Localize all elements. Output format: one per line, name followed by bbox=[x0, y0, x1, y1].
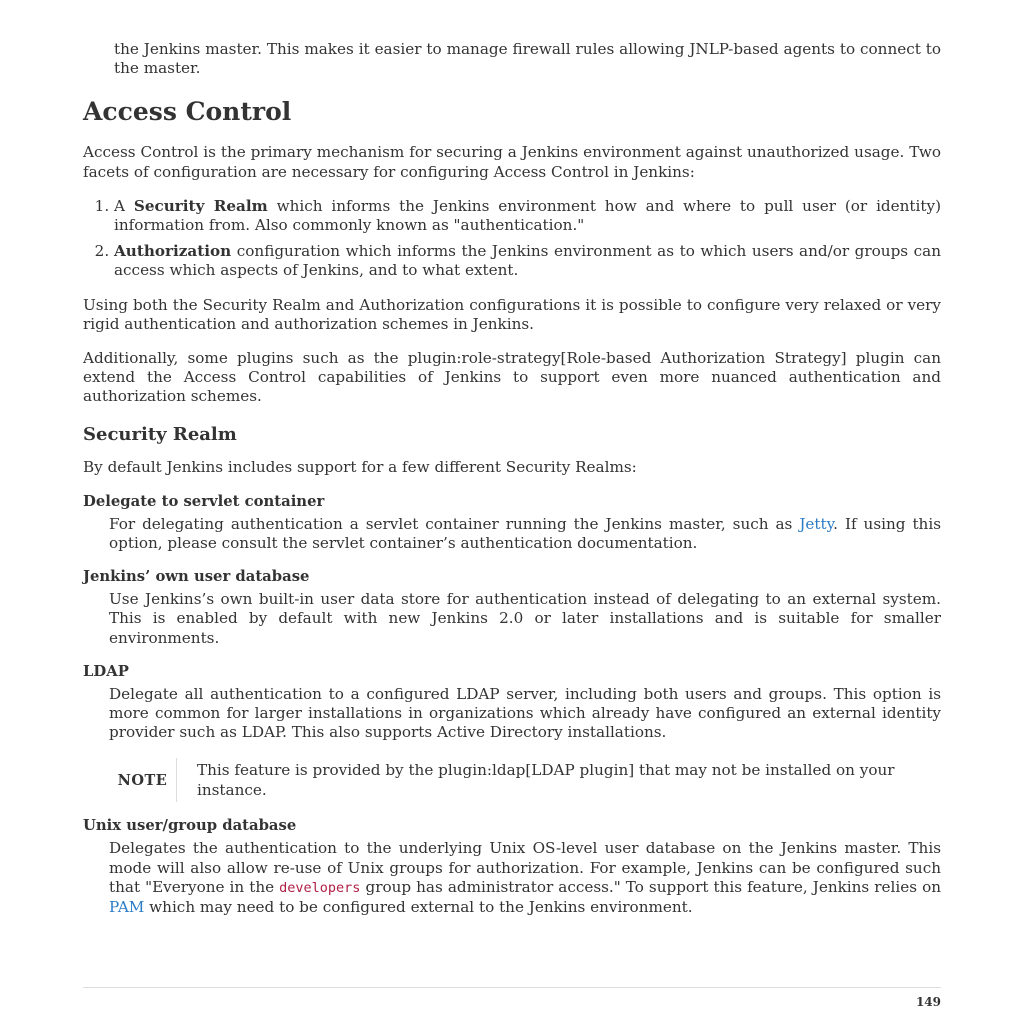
term-unix-database: Unix user/group database bbox=[83, 817, 297, 835]
desc-text: . If using this option, please consult the servlet container’s authentication documentation. bbox=[109, 514, 941, 553]
footer-divider bbox=[83, 987, 941, 988]
access-control-list bbox=[83, 197, 941, 281]
continued-paragraph: the Jenkins master. This makes it easier to manage firewall rules allowing JNLP-based agents to connect to the master. bbox=[114, 40, 941, 78]
list-item-security-realm bbox=[114, 197, 941, 235]
access-control-paragraph-2: Using both the Security Realm and Authorization configurations it is possible to configure very relaxed or very rigid authentication and authorization schemes in Jenkins. bbox=[83, 295, 941, 333]
term-authorization: Authorization bbox=[114, 242, 232, 261]
list-item-prefix: A bbox=[114, 196, 134, 215]
list-item-text: configuration which informs the Jenkins environment as to which users and/or groups can access which aspects of Jenkins, and to what extent. bbox=[114, 242, 941, 280]
desc-text: which may need to be configured external to the Jenkins environment. bbox=[144, 898, 693, 917]
term-ldap: LDAP bbox=[83, 662, 129, 680]
desc-text: group has administrator access." To support this feature, Jenkins relies on bbox=[360, 877, 941, 896]
access-control-paragraph-3: Additionally, some plugins such as the plugin:role-strategy[Role-based Authorization Strategy] plugin can extend the Access Control capabilities of Jenkins to support even more nuanced authentication and authorization schemes. bbox=[83, 349, 941, 406]
desc-text: For delegating authentication a servlet container running the Jenkins master, such as bbox=[109, 514, 800, 533]
security-realm-list bbox=[83, 492, 941, 917]
term-servlet-container: Delegate to servlet container bbox=[83, 492, 325, 510]
desc-unix-database bbox=[109, 839, 941, 917]
desc-ldap: Delegate all authentication to a configured LDAP server, including both users and groups. This option is more common for larger installations in organizations which already have configured an external identity provider such as LDAP. This also supports Active Directory installations. bbox=[109, 684, 941, 742]
note-label: NOTE bbox=[109, 758, 177, 802]
desc-servlet-container bbox=[109, 515, 941, 553]
security-realm-intro: By default Jenkins includes support for a few different Security Realms: bbox=[83, 457, 637, 476]
list-item-authorization bbox=[114, 242, 941, 280]
desc-own-user-database: Use Jenkins’s own built-in user data store for authentication instead of delegating to an external system. This is enabled by default with new Jenkins 2.0 or later installations and is suitable for smaller environments. bbox=[109, 590, 941, 647]
note-text: This feature is provided by the plugin:ldap[LDAP plugin] that may not be installed on your instance. bbox=[197, 761, 895, 799]
note-admonition bbox=[109, 758, 941, 802]
inline-code-developers: developers bbox=[279, 879, 361, 896]
pam-link[interactable]: PAM bbox=[109, 898, 145, 917]
page-number: 149 bbox=[915, 995, 941, 1009]
page-content bbox=[83, 40, 941, 917]
access-control-intro: Access Control is the primary mechanism for securing a Jenkins environment against unauthorized usage. Two facets of configuration are necessary for configuring Access Control in Jenkins: bbox=[83, 143, 941, 181]
jetty-link[interactable]: Jetty bbox=[799, 514, 834, 533]
term-security-realm: Security Realm bbox=[133, 196, 268, 215]
term-own-user-database: Jenkins’ own user database bbox=[83, 568, 310, 586]
list-item-text: which informs the Jenkins environment how and where to pull user (or identity) information from. Also commonly known as "authentication." bbox=[114, 196, 941, 235]
desc-text: Delegates the authentication to the underlying Unix OS-level user database on the Jenkins master. This mode will also allow re-use of Unix groups for authorization. For example, Jenkins can be configured such that "Everyone in the bbox=[109, 839, 941, 896]
heading-access-control: Access Control bbox=[83, 97, 292, 127]
heading-security-realm: Security Realm bbox=[83, 423, 237, 445]
